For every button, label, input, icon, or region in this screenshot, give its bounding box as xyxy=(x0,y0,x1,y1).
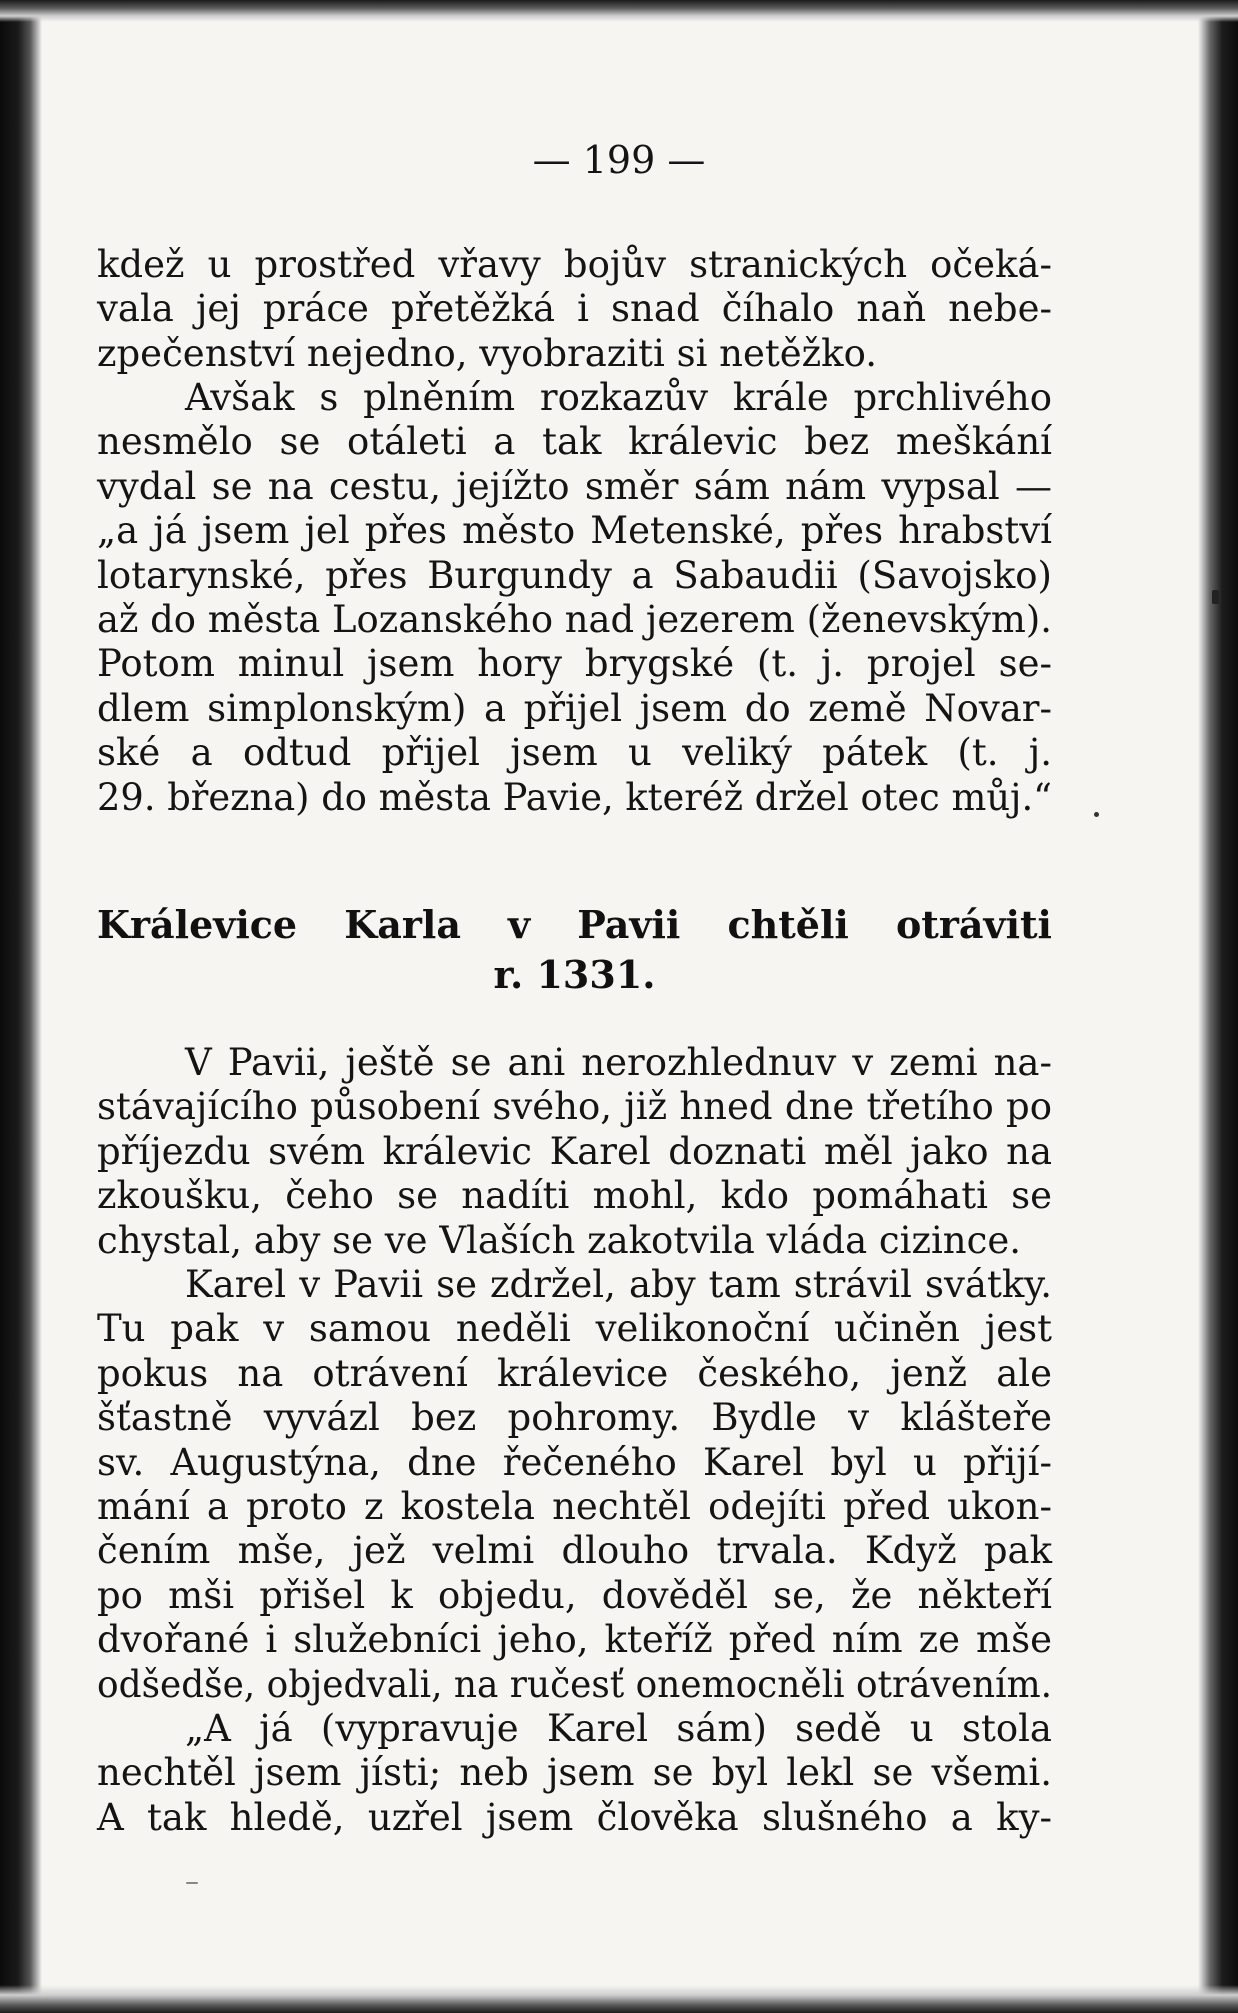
text-line: vydal se na cestu, jejížto směr sám nám vypsal — xyxy=(97,464,1052,508)
text-line: „a já jsem jel přes město Metenské, přes hrabství xyxy=(97,509,1052,553)
scan-speck xyxy=(1094,812,1099,817)
text-line: V Pavii, ještě se ani nerozhlednuv v zemi na- xyxy=(185,1041,1052,1084)
paragraph-pavia xyxy=(97,1041,1052,1263)
paragraph-quote xyxy=(97,1707,1052,1840)
text-line: dvořané i služebníci jeho, kteříž před ním ze mše xyxy=(97,1618,1052,1662)
text-line: čením mše, jež velmi dlouho trvala. Když pak xyxy=(97,1529,1052,1573)
section-heading xyxy=(97,900,1052,1000)
page-scan-edge-left xyxy=(0,0,42,2013)
text-line: sv. Augustýna, dne řečeného Karel byl u přijí- xyxy=(97,1440,1052,1484)
text-line: chystal, aby se ve Vlaších zakotvila vláda cizince. xyxy=(97,1218,1021,1262)
text-line: Karel v Pavii se zdržel, aby tam strávil svátky. xyxy=(185,1263,1052,1306)
scan-speck xyxy=(1212,590,1219,604)
text-line: zpečenství nejedno, vyobraziti si netěžko. xyxy=(97,331,877,375)
heading-line: r. 1331. xyxy=(493,952,656,997)
scan-speck xyxy=(186,1882,198,1884)
paragraph-continuation xyxy=(97,243,1052,376)
text-line: 29. března) do města Pavie, kteréž držel otec můj.“ xyxy=(97,775,1052,819)
text-line: mání a proto z kostela nechtěl odejíti před ukon- xyxy=(97,1484,1052,1528)
text-line: kdež u prostřed vřavy bojův stranických očeká- xyxy=(97,243,1052,286)
text-line: dlem simplonským) a přijel jsem do země Novar- xyxy=(97,686,1052,730)
text-line: A tak hledě, uzřel jsem člověka slušného a ky- xyxy=(97,1795,1052,1839)
page-scan-edge-bottom xyxy=(0,1985,1238,2013)
paragraph-journey xyxy=(97,376,1052,820)
text-line: pokus na otrávení králevice českého, jenž ale xyxy=(97,1351,1052,1395)
text-line: Potom minul jsem hory brygské (t. j. projel se- xyxy=(97,642,1052,686)
text-line: Avšak s plněním rozkazův krále prchlivého xyxy=(185,376,1052,419)
text-line: příjezdu svém králevic Karel doznati měl jako na xyxy=(97,1129,1052,1173)
heading-line: Králevice Karla v Pavii chtěli otráviti xyxy=(97,902,1052,947)
text-line: vala jej práce přetěžká i snad číhalo naň nebe- xyxy=(97,287,1052,331)
text-line: odšedše, objedvali, na ručesť onemocněli otrávením. xyxy=(97,1662,1053,1706)
text-line: až do města Lozanského nad jezerem (ženevským). xyxy=(97,597,1052,641)
text-line: stávajícího působení svého, již hned dne třetího po xyxy=(97,1085,1052,1129)
text-line: nechtěl jsem jísti; neb jsem se byl lekl se všemi. xyxy=(97,1751,1052,1795)
text-line: Tu pak v samou neděli velikonoční učiněn jest xyxy=(97,1307,1052,1351)
text-line: šťastně vyvázl bez pohromy. Bydle v klášteře xyxy=(97,1396,1052,1440)
text-line: po mši přišel k objedu, dověděl se, že někteří xyxy=(97,1573,1052,1617)
page-number: — 199 — xyxy=(532,138,706,182)
paragraph-poisoning xyxy=(97,1263,1052,1707)
text-line: zkoušku, čeho se nadíti mohl, kdo pomáhati se xyxy=(97,1174,1052,1218)
text-line: nesmělo se otáleti a tak králevic bez meškání xyxy=(97,420,1052,464)
text-line: lotarynské, přes Burgundy a Sabaudii (Savojsko) xyxy=(97,553,1052,597)
text-line: „A já (vypravuje Karel sám) sedě u stola xyxy=(185,1707,1052,1750)
page-scan-edge-right xyxy=(1198,0,1238,2013)
text-line: ské a odtud přijel jsem u veliký pátek (t. j. xyxy=(97,731,1052,775)
page-scan-edge-top xyxy=(0,0,1238,22)
